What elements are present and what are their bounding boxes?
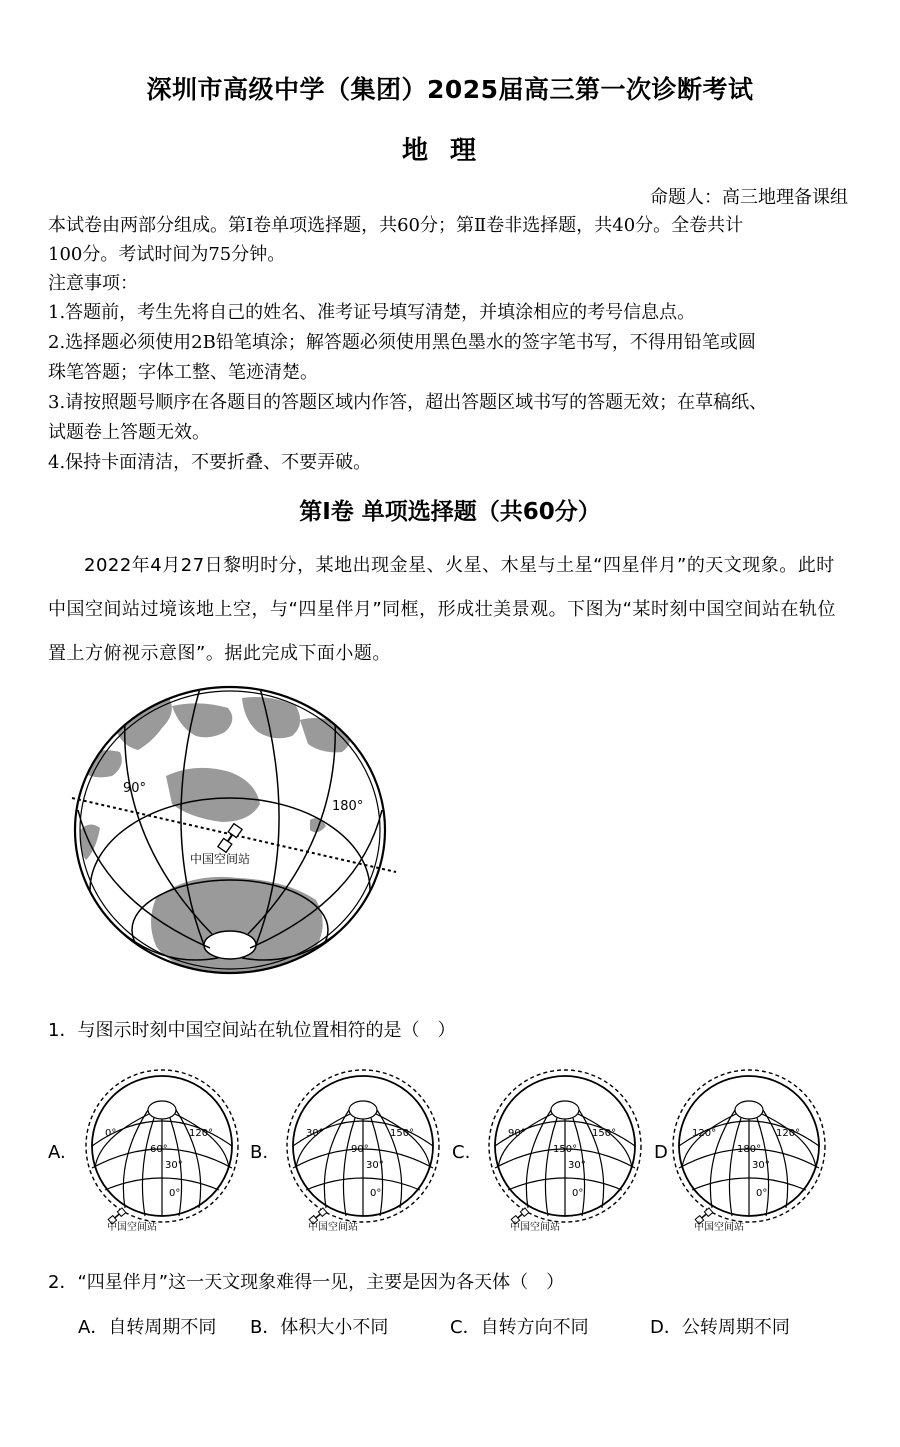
option-c-globe	[480, 1068, 650, 1238]
notice-4: 4.保持卡面清洁，不要折叠、不要弄破。	[48, 452, 372, 473]
meridian-line	[545, 1118, 557, 1216]
notice-1: 1.答题前，考生先将自己的姓名、准考证号填写清楚，并填涂相应的考号信息点。	[48, 302, 696, 323]
meridian-line	[729, 1118, 741, 1216]
latitude-label-30: 30°	[752, 1160, 770, 1171]
notice-title: 注意事项：	[48, 273, 138, 294]
notice-2b: 珠笔答题；字体工整、笔迹清楚。	[48, 362, 318, 383]
pole-ring	[148, 1101, 176, 1119]
question-2-stem: 2．“四星伴月”这一天文现象难得一见，主要是因为各天体（ ）	[48, 1272, 565, 1293]
subject-title: 地理	[401, 136, 498, 166]
station-label: 中国空间站	[308, 1222, 358, 1233]
longitude-label-center: 180°	[737, 1144, 762, 1155]
station-label: 中国空间站	[694, 1222, 744, 1233]
station-label: 中国空间站	[510, 1222, 560, 1233]
longitude-label-center: 60°	[150, 1144, 168, 1155]
notice-3b: 试题卷上答题无效。	[48, 422, 210, 443]
latitude-label-0: 0°	[572, 1188, 584, 1199]
station-label: 中国空间站	[190, 852, 251, 866]
longitude-label-left: 30°	[306, 1128, 324, 1139]
author-line: 命题人：高三地理备课组	[650, 187, 848, 208]
passage-text: 2022年4月27日黎明时分，某地出现金星、火星、木星与土星“四星伴月”的天文现象。此时中国空间站过境该地上空，与“四星伴月”同框，形成壮美景观。下图为“某时刻中国空间站在轨位置上方俯视示意图”。据此完成下面小题。	[48, 555, 836, 664]
q2-choice-a: A．自转周期不同	[78, 1317, 217, 1338]
pole-ring	[735, 1101, 763, 1119]
longitude-label-right: 120°	[776, 1128, 801, 1139]
option-a-globe	[77, 1068, 247, 1238]
q2-choice-d: D．公转周期不同	[650, 1317, 790, 1338]
main-globe-figure	[60, 680, 405, 980]
meridian-line	[142, 1118, 154, 1216]
q2-choice-c: C．自转方向不同	[450, 1317, 589, 1338]
option-a-label: A.	[48, 1142, 66, 1163]
q2-choice-b: B．体积大小不同	[250, 1317, 389, 1338]
longitude-label-180: 180°	[332, 799, 364, 814]
latitude-label-0: 0°	[169, 1188, 181, 1199]
notice-3a: 3.请按照题号顺序在各题目的答题区域内作答，超出答题区域书写的答题无效；在草稿纸、	[48, 392, 768, 413]
latitude-label-0: 0°	[370, 1188, 382, 1199]
pole-ring	[349, 1101, 377, 1119]
question-1-stem: 1．与图示时刻中国空间站在轨位置相符的是（ ）	[48, 1020, 456, 1041]
option-c-label: C.	[452, 1142, 471, 1163]
latitude-label-30: 30°	[165, 1160, 183, 1171]
intro-line-1: 本试卷由两部分组成。第Ⅰ卷单项选择题，共60分；第Ⅱ卷非选择题，共40分。全卷共计	[48, 215, 744, 236]
option-d-label: D	[654, 1142, 668, 1163]
space-station-icon	[218, 824, 242, 853]
notice-2a: 2.选择题必须使用2B铅笔填涂；解答题必须使用黑色墨水的签字笔书写，不得用铅笔或圆	[48, 332, 756, 353]
pole-ring	[551, 1101, 579, 1119]
section-title: 第Ⅰ卷 单项选择题（共60分）	[299, 499, 601, 525]
longitude-label-90: 90°	[123, 781, 147, 796]
station-label: 中国空间站	[107, 1222, 157, 1233]
longitude-label-right: 120°	[189, 1128, 214, 1139]
option-b-globe	[278, 1068, 448, 1238]
longitude-label-right: 150°	[592, 1128, 617, 1139]
longitude-label-left: 90°	[508, 1128, 526, 1139]
longitude-label-right: 150°	[390, 1128, 415, 1139]
option-d-globe	[664, 1068, 834, 1238]
intro-line-2: 100分。考试时间为75分钟。	[48, 244, 286, 265]
longitude-label-center: 90°	[351, 1144, 369, 1155]
latitude-label-0: 0°	[756, 1188, 768, 1199]
longitude-label-left: 120°	[692, 1128, 717, 1139]
exam-title: 深圳市高级中学（集团）2025届高三第一次诊断考试	[146, 75, 754, 104]
longitude-label-left: 0°	[105, 1128, 117, 1139]
latitude-label-30: 30°	[366, 1160, 384, 1171]
meridian-line	[343, 1118, 355, 1216]
longitude-label-center: 150°	[553, 1144, 578, 1155]
latitude-label-30: 30°	[568, 1160, 586, 1171]
option-b-label: B.	[250, 1142, 269, 1163]
